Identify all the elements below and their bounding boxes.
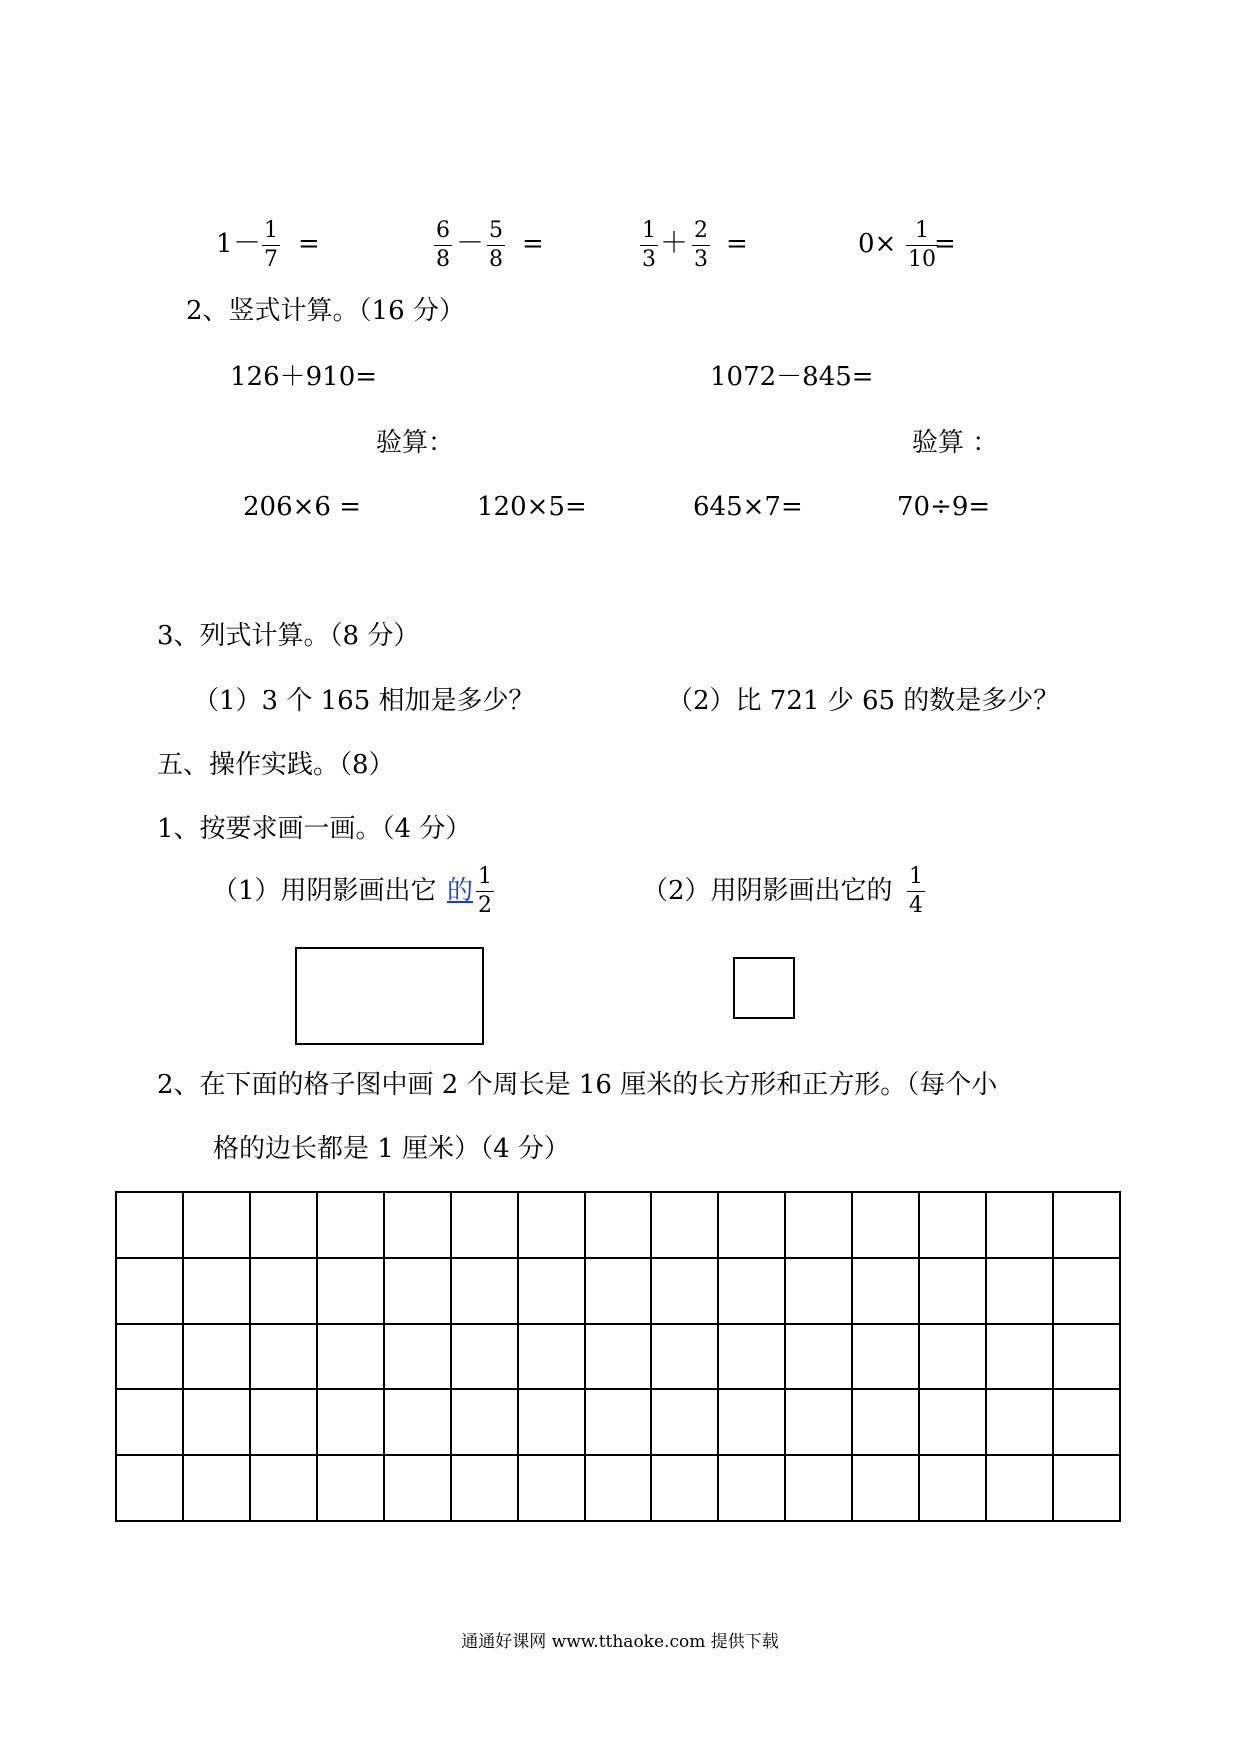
denominator: 3 bbox=[642, 247, 656, 272]
square-grid[interactable] bbox=[115, 1191, 1121, 1522]
grid-cell[interactable] bbox=[786, 1325, 853, 1391]
grid-cell[interactable] bbox=[853, 1259, 920, 1325]
grid-cell[interactable] bbox=[786, 1259, 853, 1325]
grid-cell[interactable] bbox=[853, 1390, 920, 1456]
grid-cell[interactable] bbox=[786, 1456, 853, 1522]
grid-cell[interactable] bbox=[117, 1259, 184, 1325]
check-label-1: 验算： bbox=[376, 428, 455, 458]
grid-cell[interactable] bbox=[719, 1259, 786, 1325]
footer-text: 通通好课网 www.tthaoke.com 提供下载 bbox=[461, 1632, 779, 1652]
fraction bbox=[692, 220, 710, 271]
grid-cell[interactable] bbox=[385, 1325, 452, 1391]
drawing-task-heading: 1、按要求画一画。（4 分） bbox=[157, 814, 472, 844]
denominator: 8 bbox=[436, 247, 450, 272]
grid-cell[interactable] bbox=[853, 1456, 920, 1522]
denominator: 4 bbox=[909, 893, 923, 918]
whole-number: 1 bbox=[216, 229, 233, 259]
fraction bbox=[262, 220, 280, 271]
grid-cell[interactable] bbox=[117, 1390, 184, 1456]
grid-cell[interactable] bbox=[920, 1325, 987, 1391]
grid-cell[interactable] bbox=[1054, 1456, 1121, 1522]
grid-cell[interactable] bbox=[452, 1456, 519, 1522]
grid-cell[interactable] bbox=[586, 1456, 653, 1522]
grid-cell[interactable] bbox=[1054, 1390, 1121, 1456]
grid-cell[interactable] bbox=[385, 1390, 452, 1456]
grid-cell[interactable] bbox=[318, 1456, 385, 1522]
grid-cell[interactable] bbox=[719, 1193, 786, 1259]
grid-cell[interactable] bbox=[987, 1456, 1054, 1522]
numerator: 1 bbox=[264, 218, 278, 243]
numerator: 1 bbox=[915, 218, 929, 243]
vertical-calc-expr-2: 1072－845= bbox=[710, 362, 874, 392]
grid-cell[interactable] bbox=[184, 1390, 251, 1456]
grid-cell[interactable] bbox=[117, 1325, 184, 1391]
grid-cell[interactable] bbox=[719, 1390, 786, 1456]
grid-cell[interactable] bbox=[519, 1193, 586, 1259]
grid-cell[interactable] bbox=[251, 1456, 318, 1522]
grid-cell[interactable] bbox=[452, 1259, 519, 1325]
denominator: 10 bbox=[908, 247, 936, 272]
check-label-2: 验算 ： bbox=[912, 428, 999, 458]
grid-cell[interactable] bbox=[385, 1259, 452, 1325]
grid-cell[interactable] bbox=[318, 1325, 385, 1391]
fraction-one-quarter bbox=[907, 866, 925, 917]
prompt-link[interactable]: 的 bbox=[447, 876, 474, 906]
grid-cell[interactable] bbox=[1054, 1193, 1121, 1259]
grid-cell[interactable] bbox=[652, 1325, 719, 1391]
fraction bbox=[640, 220, 658, 271]
grid-cell[interactable] bbox=[652, 1193, 719, 1259]
section-3-heading: 3、列式计算。（8 分） bbox=[157, 621, 420, 651]
grid-cell[interactable] bbox=[117, 1456, 184, 1522]
section-2-heading: 2、竖式计算。（16 分） bbox=[186, 296, 465, 326]
rectangle-shape bbox=[295, 947, 484, 1045]
grid-cell[interactable] bbox=[385, 1193, 452, 1259]
grid-cell[interactable] bbox=[452, 1390, 519, 1456]
grid-cell[interactable] bbox=[452, 1193, 519, 1259]
calc-expr-206x6: 206×6 = bbox=[243, 492, 362, 522]
equals-sign: = bbox=[298, 229, 320, 259]
numerator: 1 bbox=[642, 218, 656, 243]
grid-cell[interactable] bbox=[853, 1193, 920, 1259]
equals-sign: = bbox=[726, 229, 748, 259]
minus-sign: － bbox=[233, 226, 262, 259]
section-5-heading: 五、操作实践。（8） bbox=[157, 750, 395, 780]
numerator: 2 bbox=[694, 218, 708, 243]
numerator: 6 bbox=[436, 218, 450, 243]
grid-cell[interactable] bbox=[184, 1259, 251, 1325]
grid-cell[interactable] bbox=[519, 1456, 586, 1522]
numerator: 5 bbox=[489, 218, 503, 243]
prompt-text: （1）用阴影画出它 bbox=[212, 876, 437, 906]
grid-task-line-1: 2、在下面的格子图中画 2 个周长是 16 厘米的长方形和正方形。（每个小 bbox=[157, 1070, 998, 1100]
calc-expr-120x5: 120×5= bbox=[477, 492, 587, 522]
grid-cell[interactable] bbox=[251, 1193, 318, 1259]
grid-cell[interactable] bbox=[586, 1193, 653, 1259]
fraction-one-half bbox=[476, 866, 494, 917]
equals-sign: = bbox=[934, 229, 956, 259]
fraction bbox=[487, 220, 505, 271]
grid-cell[interactable] bbox=[786, 1193, 853, 1259]
grid-cell[interactable] bbox=[586, 1259, 653, 1325]
denominator: 7 bbox=[264, 247, 278, 272]
denominator: 2 bbox=[478, 893, 492, 918]
prompt-text: （2）用阴影画出它的 bbox=[642, 876, 893, 906]
grid-cell[interactable] bbox=[251, 1325, 318, 1391]
grid-cell[interactable] bbox=[251, 1259, 318, 1325]
grid-cell[interactable] bbox=[251, 1390, 318, 1456]
word-problem-1: （1）3 个 165 相加是多少？ bbox=[193, 686, 535, 716]
word-problem-2: （2）比 721 少 65 的数是多少？ bbox=[667, 686, 1060, 716]
grid-cell[interactable] bbox=[318, 1259, 385, 1325]
grid-cell[interactable] bbox=[652, 1259, 719, 1325]
denominator: 3 bbox=[694, 247, 708, 272]
grid-cell[interactable] bbox=[853, 1325, 920, 1391]
grid-cell[interactable] bbox=[586, 1325, 653, 1391]
grid-cell[interactable] bbox=[652, 1390, 719, 1456]
grid-cell[interactable] bbox=[719, 1325, 786, 1391]
grid-cell[interactable] bbox=[318, 1390, 385, 1456]
grid-cell[interactable] bbox=[920, 1456, 987, 1522]
calc-expr-70div9: 70÷9= bbox=[897, 492, 991, 522]
square-shape bbox=[733, 957, 795, 1019]
zero-times: 0× bbox=[858, 229, 897, 259]
grid-cell[interactable] bbox=[920, 1193, 987, 1259]
grid-cell[interactable] bbox=[452, 1325, 519, 1391]
grid-task-line-2: 格的边长都是 1 厘米）（4 分） bbox=[213, 1134, 570, 1164]
numerator: 1 bbox=[478, 864, 492, 889]
grid-cell[interactable] bbox=[987, 1325, 1054, 1391]
grid-cell[interactable] bbox=[1054, 1325, 1121, 1391]
grid-cell[interactable] bbox=[1054, 1259, 1121, 1325]
plus-sign: ＋ bbox=[660, 226, 689, 259]
grid-cell[interactable] bbox=[318, 1193, 385, 1259]
minus-sign: － bbox=[456, 226, 485, 259]
grid-cell[interactable] bbox=[519, 1390, 586, 1456]
grid-cell[interactable] bbox=[719, 1456, 786, 1522]
vertical-calc-expr-1: 126＋910= bbox=[230, 362, 378, 392]
grid-cell[interactable] bbox=[786, 1390, 853, 1456]
equals-sign: = bbox=[522, 229, 544, 259]
grid-cell[interactable] bbox=[920, 1390, 987, 1456]
fraction bbox=[434, 220, 452, 271]
calc-expr-645x7: 645×7= bbox=[693, 492, 803, 522]
grid-cell[interactable] bbox=[184, 1456, 251, 1522]
grid-cell[interactable] bbox=[117, 1193, 184, 1259]
grid-cell[interactable] bbox=[987, 1193, 1054, 1259]
grid-cell[interactable] bbox=[920, 1259, 987, 1325]
grid-cell[interactable] bbox=[385, 1456, 452, 1522]
grid-cell[interactable] bbox=[519, 1259, 586, 1325]
grid-cell[interactable] bbox=[652, 1456, 719, 1522]
denominator: 8 bbox=[489, 247, 503, 272]
grid-cell[interactable] bbox=[987, 1390, 1054, 1456]
grid-cell[interactable] bbox=[184, 1193, 251, 1259]
grid-cell[interactable] bbox=[987, 1259, 1054, 1325]
grid-cell[interactable] bbox=[519, 1325, 586, 1391]
grid-cell[interactable] bbox=[586, 1390, 653, 1456]
grid-cell[interactable] bbox=[184, 1325, 251, 1391]
numerator: 1 bbox=[909, 864, 923, 889]
